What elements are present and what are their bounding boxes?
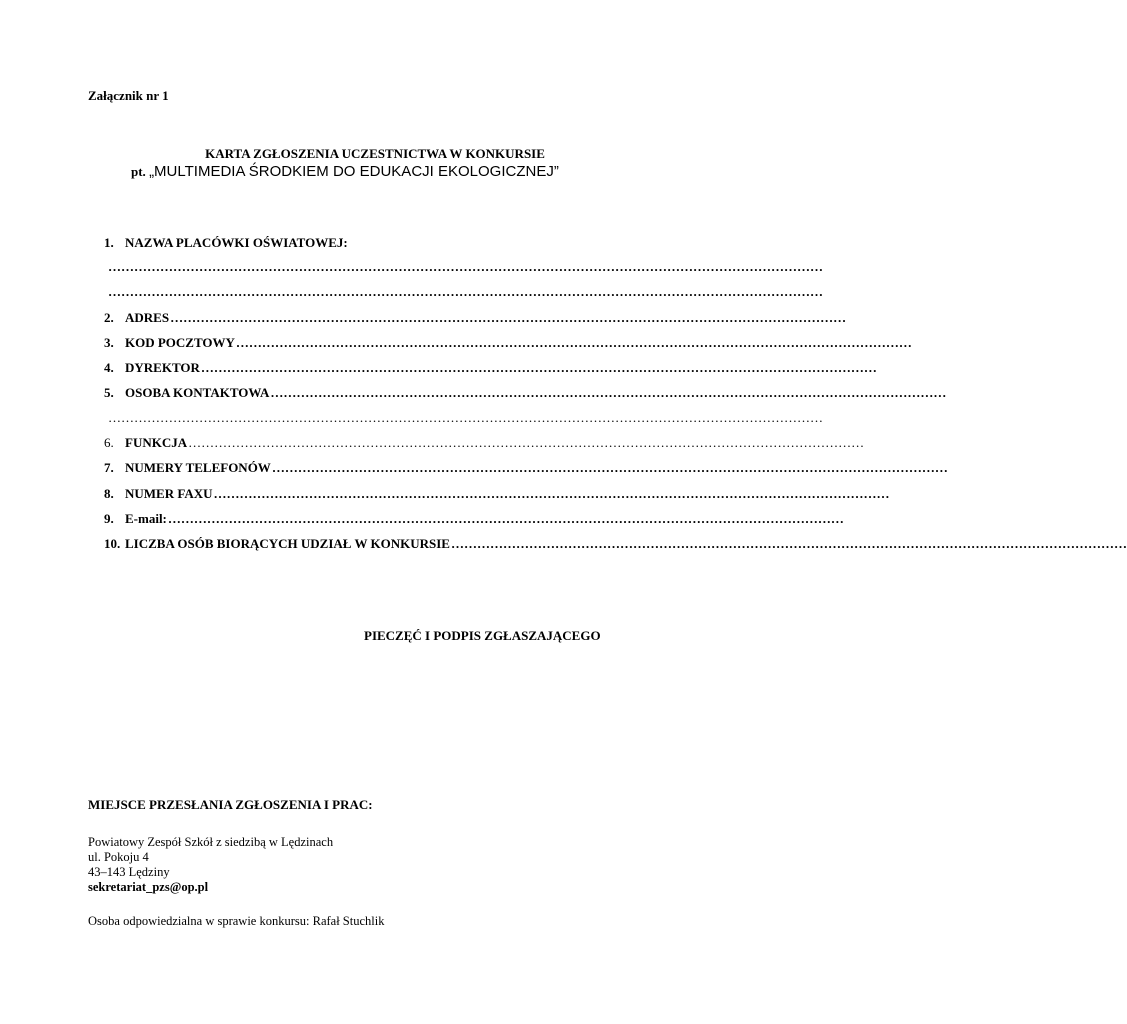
field-institution-name — [104, 235, 654, 253]
fill-line-postal-code[interactable]: ………………………………………………………………………………………………………………………………………… — [235, 335, 912, 350]
field-participant-count — [104, 536, 1127, 554]
field-postal-code — [104, 335, 912, 353]
field-number: 6. — [104, 435, 114, 450]
field-number: 1. — [104, 235, 114, 250]
fill-line-contact-person[interactable]: ………………………………………………………………………………………………………………………………………… — [270, 385, 947, 400]
fill-line-participant-count[interactable]: ………………………………………………………………………………………………………………………………………… — [450, 536, 1127, 551]
fill-line-fax-number[interactable]: ………………………………………………………………………………………………………………………………………… — [213, 486, 890, 501]
address-email[interactable]: sekretariat_pzs@op.pl — [88, 880, 209, 894]
address-line-2: ul. Pokoju 4 — [88, 850, 149, 864]
field-number: 8. — [104, 486, 114, 501]
field-email — [104, 511, 844, 529]
field-label: E-mail: — [125, 511, 167, 526]
form-title: KARTA ZGŁOSZENIA UCZESTNICTWA W KONKURSIE — [205, 146, 545, 161]
contest-title-prefix: pt. — [131, 164, 150, 179]
address-line-3: 43–143 Lędziny — [88, 865, 170, 879]
fill-line-function[interactable]: ………………………………………………………………………………………………………………………………………… — [188, 435, 865, 450]
field-fax-number — [104, 486, 890, 504]
send-heading: MIEJSCE PRZESŁANIA ZGŁOSZENIA I PRAC: — [88, 797, 373, 812]
field-number: 9. — [104, 511, 114, 526]
field-label: NAZWA PLACÓWKI OŚWIATOWEJ: — [125, 235, 348, 250]
field-number: 10. — [104, 536, 121, 551]
field-number: 7. — [104, 460, 114, 475]
fill-line-institution-1[interactable]: ………………………………………………………………………………………………………………………………………………… — [108, 259, 823, 274]
field-address — [104, 310, 847, 328]
field-label: LICZBA OSÓB BIORĄCYCH UDZIAŁ W KONKURSIE — [125, 536, 450, 551]
fill-line-email[interactable]: ………………………………………………………………………………………………………………………………………… — [167, 511, 844, 526]
field-function — [104, 435, 865, 453]
field-label: OSOBA KONTAKTOWA — [125, 385, 270, 400]
field-phone-numbers — [104, 460, 948, 478]
field-director — [104, 360, 877, 378]
annex-label: Załącznik nr 1 — [88, 88, 169, 103]
signature-label: PIECZĘĆ I PODPIS ZGŁASZAJĄCEGO — [364, 628, 601, 643]
fill-line-contact-person-2[interactable]: ………………………………………………………………………………………………………………………………………………… — [108, 410, 823, 425]
fill-line-address[interactable]: ………………………………………………………………………………………………………………………………………… — [170, 310, 847, 325]
field-number: 5. — [104, 385, 114, 400]
responsible-person: Osoba odpowiedzialna w sprawie konkursu: Rafał Stuchlik — [88, 914, 385, 928]
field-number: 4. — [104, 360, 114, 375]
fill-line-director[interactable]: ………………………………………………………………………………………………………………………………………… — [200, 360, 877, 375]
field-label: NUMER FAXU — [125, 486, 213, 501]
field-contact-person — [104, 385, 947, 403]
contest-title — [131, 163, 559, 180]
address-line-1: Powiatowy Zespół Szkół z siedzibą w Lędzinach — [88, 835, 334, 849]
field-number: 2. — [104, 310, 114, 325]
field-label: ADRES — [125, 310, 170, 325]
field-label: DYREKTOR — [125, 360, 200, 375]
contest-title-name: „MULTIMEDIA ŚRODKIEM DO EDUKACJI EKOLOGICZNEJ” — [149, 163, 559, 180]
field-number: 3. — [104, 335, 114, 350]
field-label: NUMERY TELEFONÓW — [125, 460, 271, 475]
field-label: KOD POCZTOWY — [125, 335, 235, 350]
field-label: FUNKCJA — [125, 435, 188, 450]
fill-line-institution-2[interactable]: ………………………………………………………………………………………………………………………………………………… — [108, 284, 823, 299]
fill-line-phone-numbers[interactable]: ………………………………………………………………………………………………………………………………………… — [271, 460, 948, 475]
